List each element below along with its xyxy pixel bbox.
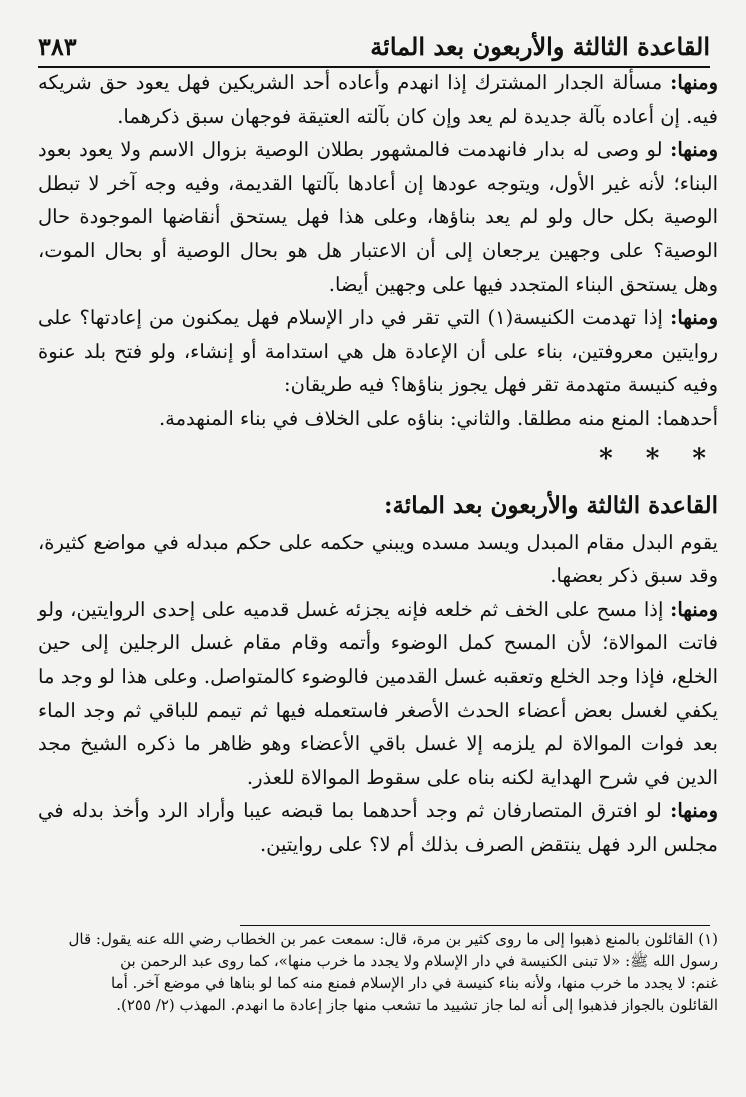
paragraph-lead: ومنها: [670, 597, 718, 621]
paragraph-text: لو وصى له بدار فانهدمت فالمشهور بطلان الوصية بزوال الاسم ولا يعود بعود البناء؛ لأنه غير الأول، ويتوجه عودها إن أعادها بآلتها القديمة، وفيه وجه آخر لا تبطل الوصية بكل حال ولو لم يعد بناؤها، وعلى هذا فهل يستحق أنقاضها الموجودة حال الوصية؟ على وجهين يرجعان إلى أن الاعتبار هل هو بحال الوصية أو بحال الموت، وهل يستحق البناء المتجدد فيها على وجهين أيضا. [38, 138, 718, 296]
page-header [38, 26, 710, 68]
footnote-line: غنم: لا يجدد ما خرب منها، ولأنه بناء كنيسة في دار الإسلام فمنع منه كما لو بناها في موضع آخر. أما [111, 974, 718, 992]
paragraph-lead: ومنها: [670, 71, 718, 94]
paragraph-5 [38, 526, 718, 593]
paragraph-7 [38, 794, 718, 861]
paragraph-2 [38, 133, 718, 301]
running-title: القاعدة الثالثة والأربعون بعد المائة [370, 31, 710, 61]
footnote-line: رسول الله ﷺ: «لا تبنى الكنيسة في دار الإسلام ولا يجدد ما خرب منها»، كما روى عبد الرحمن بن [120, 952, 718, 970]
paragraph-lead: ومنها: [670, 306, 718, 330]
footnote-line: (١) القائلون بالمنع ذهبوا إلى ما روى كثير بن مرة، قال: سمعت عمر بن الخطاب رضي الله عنه يقول: قال [68, 930, 718, 948]
paragraph-1 [38, 66, 718, 133]
paragraph-6 [38, 593, 718, 795]
main-text [38, 66, 718, 861]
paragraph-text: لو افترق المتصارفان ثم وجد أحدهما بما قبضه عيبا وأراد الرد وأخذ بدله في مجلس الرد فهل ينتقض الصرف بذلك أم لا؟ على روايتين. [38, 799, 718, 856]
section-divider: * * * [599, 443, 718, 474]
paragraph-text: إذا تهدمت الكنيسة(١) التي تقر في دار الإسلام فهل يمكنون من إعادتها؟ على روايتين معروفتين، بناء على أن الإعادة هل هي استدامة أو إنشاء، ولو فتح بلد عنوة وفيه كنيسة متهدمة تقر فهل يجوز بناؤها؟ فيه طريقان: [38, 306, 718, 397]
paragraph-4 [38, 402, 718, 436]
paragraph-lead: ومنها: [670, 138, 718, 162]
paragraph-text: يقوم البدل مقام المبدل ويسد مسده ويبني حكمه على حكم مبدله في مواضع كثيرة، وقد سبق ذكر بعضها. [38, 530, 718, 588]
footnote-divider [240, 925, 710, 926]
paragraph-text: إذا مسح على الخف ثم خلعه فإنه يجزئه غسل قدميه على إحدى الروايتين، ولو فاتت الموالاة؛ لأن المسح كمل الوضوء وأتمه وقام مقام غسل الرجلين إلى حين الخلع، فإذا وجد الخلع وتعقبه غسل القدمين فالوضوء كالمتواصل. وعلى هذا لو وجد ما يكفي لغسل بعض أعضاء الحدث الأصغر فاستعمله فيها ثم تيمم للباقي ثم وجد الماء بعد فوات الموالاة لم يلزمه إلا غسل باقي الأعضاء وهو ظاهر ما ذكره الشيخ مجد الدين في شرح الهداية لكنه بناه على سقوط الموالاة للعذر. [38, 597, 718, 789]
footnote [44, 928, 718, 1016]
paragraph-lead: ومنها: [670, 799, 718, 823]
paragraph-3 [38, 301, 718, 402]
paragraph-text: مسألة الجدار المشترك إذا انهدم وأعاده أحد الشريكين فهل يعود حق شريكه فيه. إن أعاده بآلة جديدة لم يعد وإن كان بآلته العتيقة فوجهان سبق ذكرهما. [38, 71, 718, 128]
footnote-line: القائلون بالجواز فذهبوا إلى أنه لما جاز تشييد ما تشعب منها جاز إعادة ما انهدم. المهذب (٢/ ٢٥٥). [116, 996, 718, 1014]
section-title: القاعدة الثالثة والأربعون بعد المائة: [383, 491, 718, 519]
paragraph-text: أحدهما: المنع منه مطلقا. والثاني: بناؤه على الخلاف في بناء المنهدمة. [158, 406, 718, 430]
page-number: ٣٨٣ [38, 31, 77, 61]
